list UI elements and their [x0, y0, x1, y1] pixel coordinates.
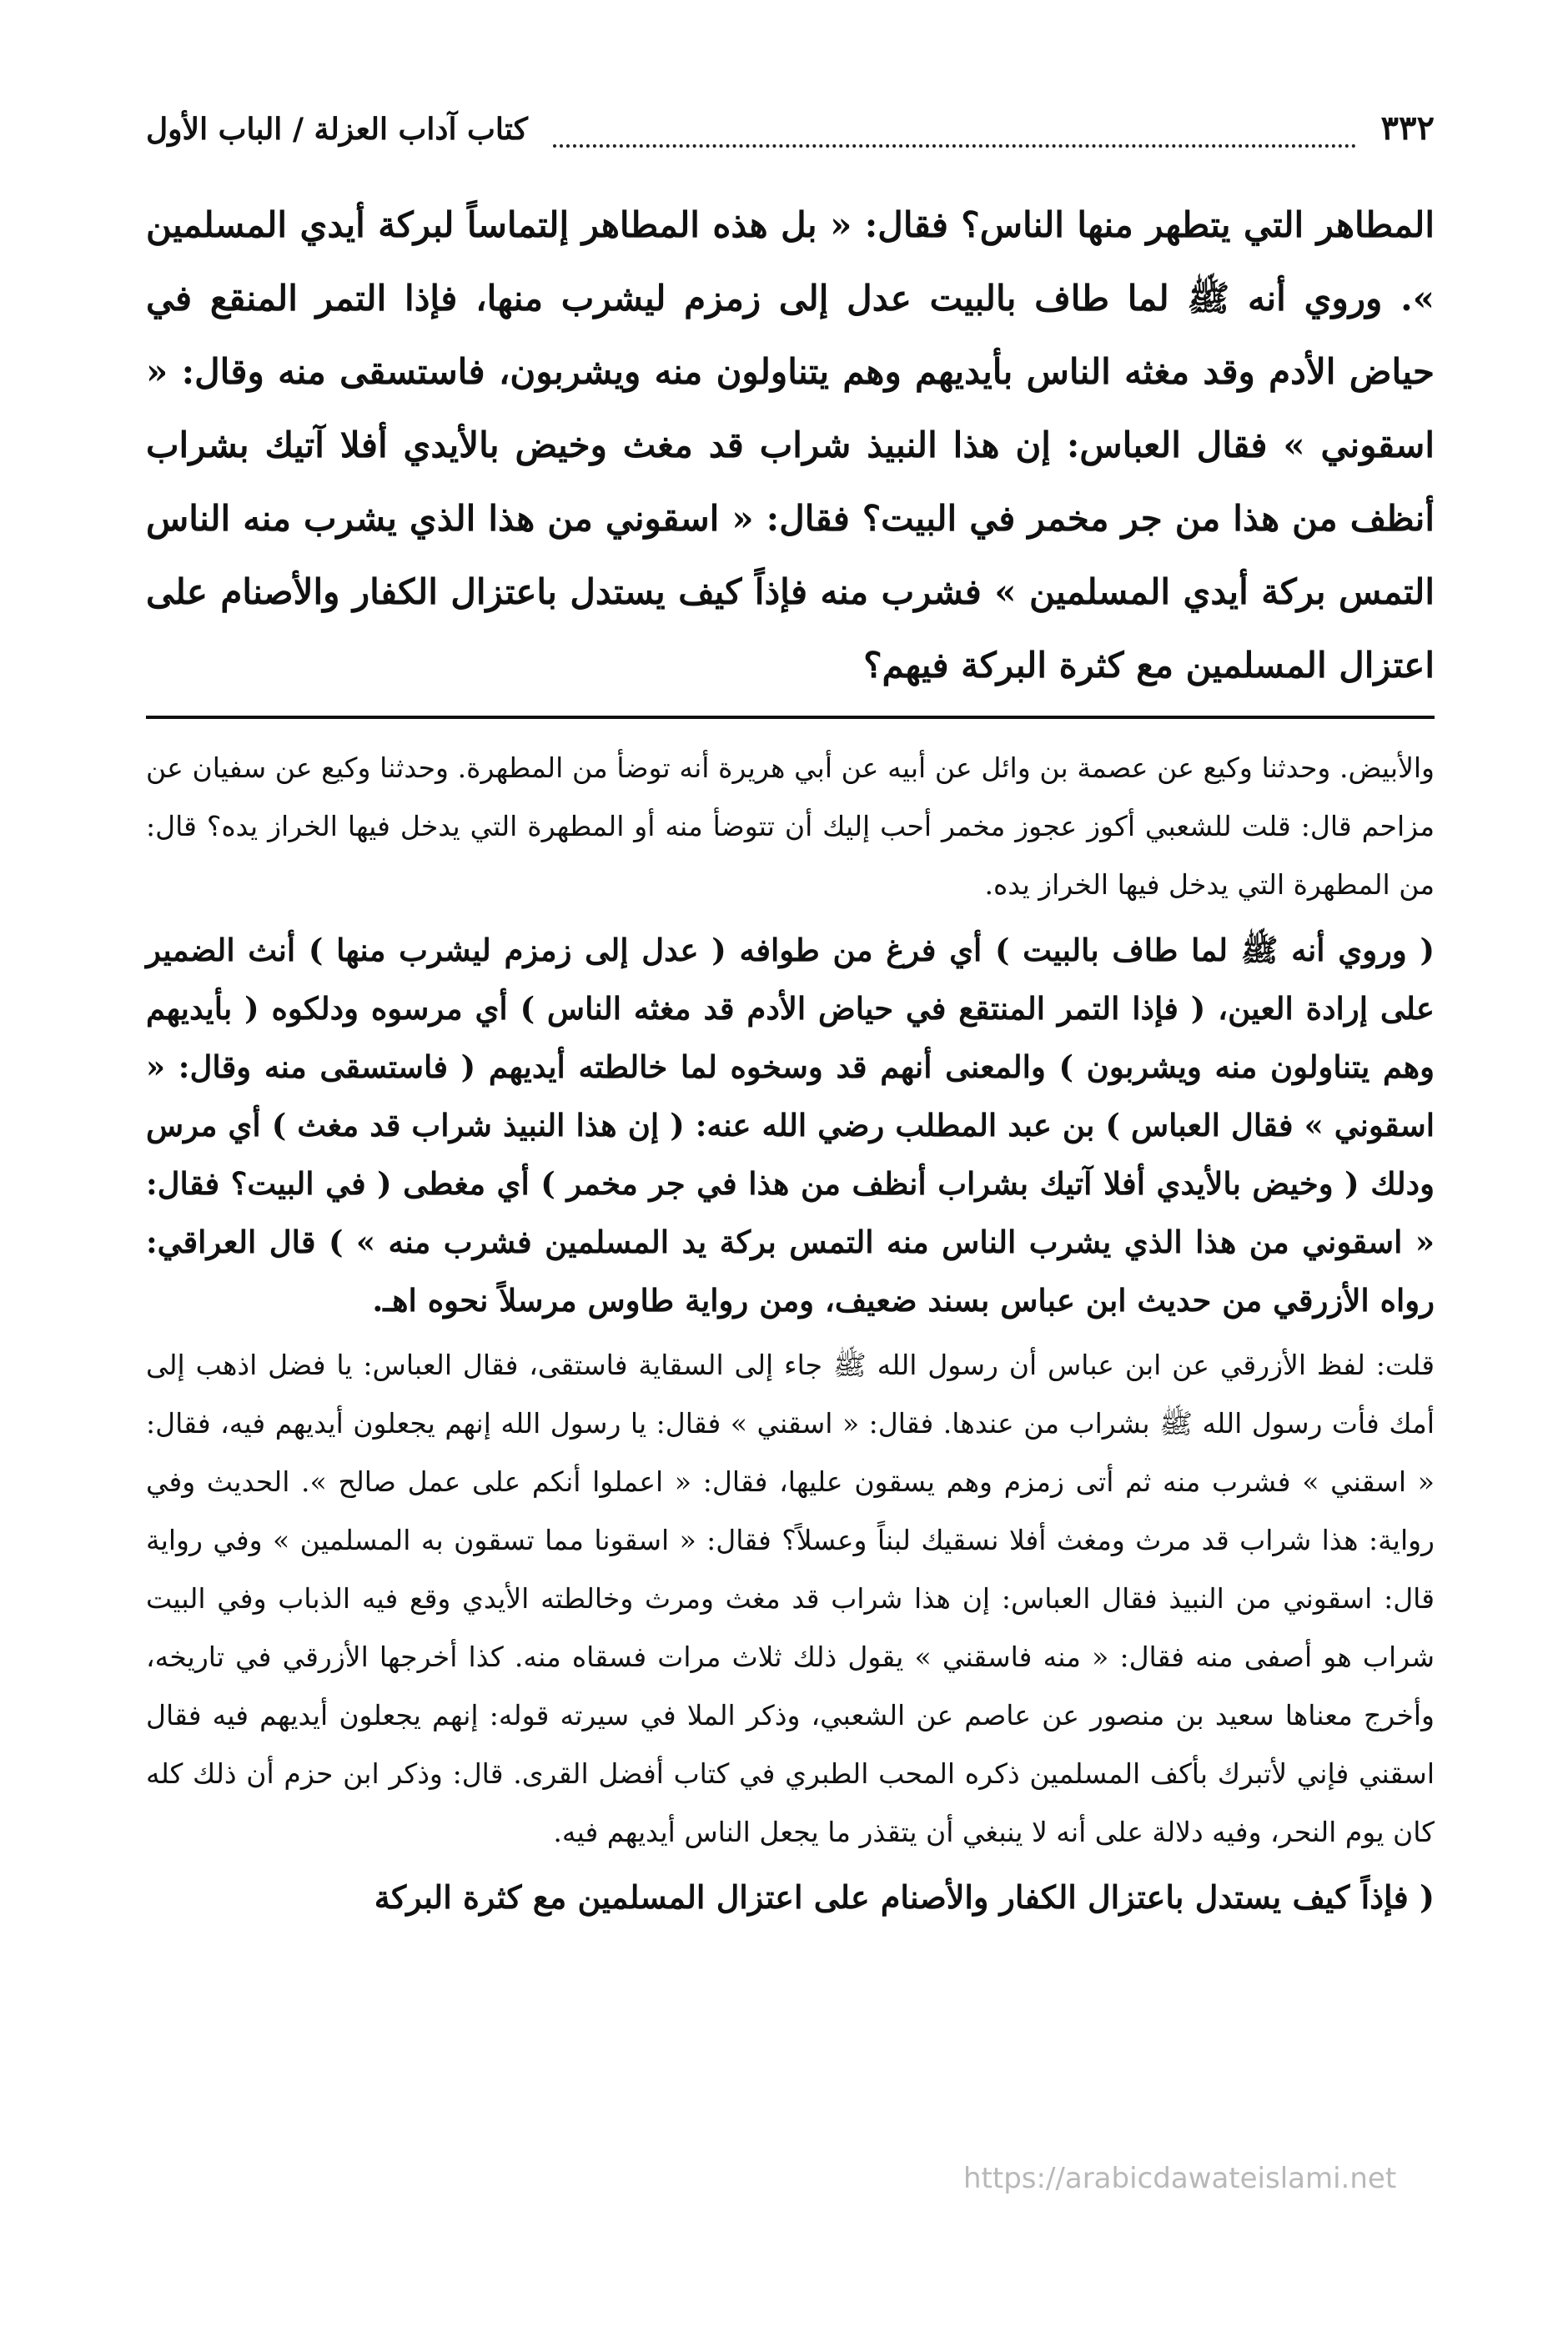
- page-header: [146, 108, 1435, 167]
- running-title: كتاب آداب العزلة / الباب الأول: [146, 112, 528, 147]
- commentary-paragraph-2: ( وروي أنه ﷺ لما طاف بالبيت ) أي فرغ من طوافه ( عدل إلى زمزم ليشرب منها ) أنث الضمير على إرادة العين، ( فإذا التمر المنتقع في حياض الأدم قد مغثه الناس ) أي مرسوه ودلكوه ( بأيديهم وهم يتناولون منه ويشربون ) والمعنى أنهم قد وسخوه لما خالطته أيديهم ( فاستسقى منه وقال: « اسقوني » فقال العباس ) بن عبد المطلب رضي الله عنه: ( إن هذا النبيذ شراب قد مغث ) أي مرس ودلك ( وخيض بالأيدي أفلا آتيك بشراب أنظف من هذا في جر مخمر ) أي مغطى ( في البيت؟ فقال: « اسقوني من هذا الذي يشرب الناس منه التمس بركة يد المسلمين فشرب منه » ) قال العراقي: رواه الأزرقي من حديث ابن عباس بسند ضعيف، ومن رواية طاوس مرسلاً نحوه اهـ.: [146, 932, 1435, 1319]
- commentary-paragraph-3: قلت: لفظ الأزرقي عن ابن عباس أن رسول الله ﷺ جاء إلى السقاية فاستقى، فقال العباس: يا فضل اذهب إلى أمك فأت رسول الله ﷺ بشراب من عندها. فقال: « اسقني » فقال: يا رسول الله إنهم يجعلون أيديهم فيه، فقال: « اسقني » فشرب منه ثم أتى زمزم وهم يسقون عليها، فقال: « اعملوا أنكم على عمل صالح ». الحديث وفي رواية: هذا شراب قد مرث ومغث أفلا نسقيك لبناً وعسلاً؟ فقال: « اسقونا مما تسقون به المسلمين » وفي رواية قال: اسقوني من النبيذ فقال العباس: إن هذا شراب قد مغث ومرث وخالطته الأيدي وقع فيه الذباب وفي البيت شراب هو أصفى منه فقال: « منه فاسقني » يقول ذلك ثلاث مرات فسقاه منه. كذا أخرجها الأزرقي في تاريخه، وأخرج معناها سعيد بن منصور عن عاصم عن الشعبي، وذكر الملا في سيرته قوله: إنهم يجعلون أيديهم فيه فقال اسقني فإني لأتبرك بأكف المسلمين ذكره المحب الطبري في كتاب أفضل القرى. قال: وذكر ابن حزم أن ذلك كله كان يوم النحر، وفيه دلالة على أنه لا ينبغي أن يتقذر ما يجعل الناس أيديهم فيه.: [146, 1349, 1435, 1848]
- website-watermark: https://arabicdawateislami.net: [963, 2162, 1397, 2195]
- book-page: [146, 108, 1435, 1933]
- header-dot-leader: [553, 128, 1356, 148]
- section-divider: [146, 716, 1435, 719]
- main-paragraph: المطاهر التي يتطهر منها الناس؟ فقال: « بل هذه المطاهر إلتماساً لبركة أيدي المسلمين ». وروي أنه ﷺ لما طاف بالبيت عدل إلى زمزم ليشرب منها، فإذا التمر المنقع في حياض الأدم وقد مغثه الناس بأيديهم وهم يتناولون منه ويشربون، فاستسقى منه وقال: « اسقوني » فقال العباس: إن هذا النبيذ شراب قد مغث وخيض بالأيدي أفلا آتيك بشراب أنظف من هذا من جر مخمر في البيت؟ فقال: « اسقوني من هذا الذي يشرب منه الناس التمس بركة أيدي المسلمين » فشرب منه فإذاً كيف يستدل باعتزال الكفار والأصنام على اعتزال المسلمين مع كثرة البركة فيهم؟: [146, 204, 1435, 686]
- page-number: ٣٣٢: [1380, 108, 1435, 148]
- commentary-closing-line: ( فإذاً كيف يستدل باعتزال الكفار والأصنام على اعتزال المسلمين مع كثرة البركة: [374, 1878, 1435, 1916]
- main-text: [146, 188, 1435, 702]
- commentary: [146, 739, 1435, 1927]
- commentary-paragraph-1: والأبيض. وحدثنا وكيع عن عصمة بن وائل عن أبيه عن أبي هريرة أنه توضأ من المطهرة. وحدثنا وكيع عن سفيان عن مزاحم قال: قلت للشعبي أكوز عجوز مخمر أحب إليك أن تتوضأ منه أو المطهرة التي يدخل فيها الخراز يده؟ قال: من المطهرة التي يدخل فيها الخراز يده.: [146, 751, 1435, 901]
